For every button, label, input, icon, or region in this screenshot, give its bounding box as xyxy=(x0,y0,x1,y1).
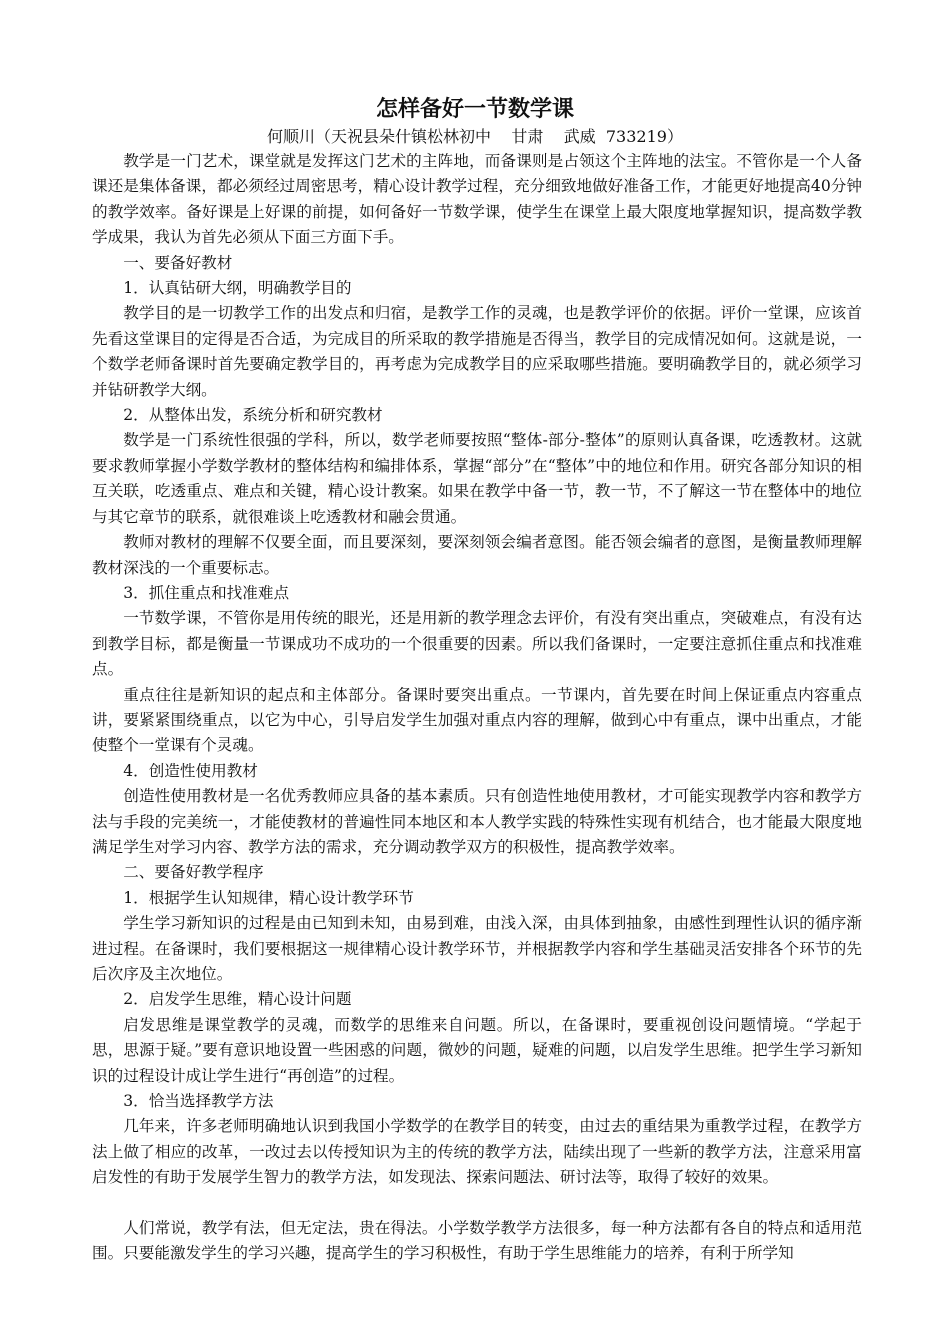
subheading-1-4: 4．创造性使用教材 xyxy=(123,761,258,780)
paragraph: 教师对教材的理解不仅要全面，而且要深刻，要深刻领会编者意图。能否领会编者的意图，是衡量教师理解教材深浅的一个重要标志。 xyxy=(92,533,862,577)
subheading-2-2: 2．启发学生思维，精心设计问题 xyxy=(123,990,352,1009)
subheading-1-3: 3．抓住重点和找准难点 xyxy=(123,583,290,602)
paragraph: 启发思维是课堂教学的灵魂，而数学的思维来自问题。所以，在备课时，要重视创设问题情境。“学起于思，思源于疑。”要有意识地设置一些困惑的问题，微妙的问题，疑难的问题，以启发学生思维。把学生学习新知识的过程设计成让学生进行“再创造”的过程。 xyxy=(92,1015,862,1085)
subheading-1-2: 2．从整体出发，系统分析和研究教材 xyxy=(123,406,383,425)
author-line: 何顺川（天祝县朵什镇松林初中 甘肃 武威 733219） xyxy=(267,127,683,146)
paragraph: 几年来，许多老师明确地认识到我国小学数学的在教学目的转变，由过去的重结果为重教学过程，在教学方法上做了相应的改革，一改过去以传授知识为主的传统的教学方法，陆续出现了一些新的教学方法，注意采用富启发性的有助于发展学生智力的教学方法，如发现法、探索问题法、研讨法等，取得了较好的效果。 xyxy=(92,1117,862,1187)
paragraph: 教学目的是一切教学工作的出发点和归宿，是教学工作的灵魂，也是教学评价的依据。评价一堂课，应该首先看这堂课目的定得是否合适，为完成目的所采取的教学措施是否得当，教学目的完成情况如何。这就是说，一个数学老师备课时首先要确定教学目的，再考虑为完成教学目的应采取哪些措施。要明确教学目的，就必须学习并钻研教学大纲。 xyxy=(92,304,862,399)
paragraph: 创造性使用教材是一名优秀教师应具备的基本素质。只有创造性地使用教材，才可能实现教学内容和教学方法与手段的完美统一，才能使教材的普遍性同本地区和本人教学实践的特殊性实现有机结合，也才能最大限度地满足学生对学习内容、教学方法的需求，充分调动教学双方的积极性，提高教学效率。 xyxy=(92,787,862,856)
subheading-1-1: 1．认真钻研大纲，明确教学目的 xyxy=(123,279,352,298)
document-body xyxy=(92,149,862,1267)
section-heading-1: 一、要备好教材 xyxy=(123,253,233,272)
paragraph: 学生学习新知识的过程是由已知到未知，由易到难，由浅入深，由具体到抽象，由感性到理性认识的循序渐进过程。在备课时，我们要根据这一规律精心设计教学环节，并根据教学内容和学生基础灵活安排各个环节的先后次序及主次地位。 xyxy=(92,914,862,983)
paragraph: 数学是一门系统性很强的学科，所以，数学老师要按照“整体-部分-整体”的原则认真备课，吃透教材。这就要求教师掌握小学数学教材的整体结构和编排体系，掌握“部分”在“整体”中的地位和作用。研究各部分知识的相互关联，吃透重点、难点和关键，精心设计教案。如果在教学中备一节，教一节，不了解这一节在整体中的地位与其它章节的联系，就很难谈上吃透教材和融会贯通。 xyxy=(92,431,862,526)
subheading-2-3: 3．恰当选择教学方法 xyxy=(123,1092,274,1111)
paragraph: 一节数学课，不管你是用传统的眼光，还是用新的教学理念去评价，有没有突出重点，突破难点，有没有达到教学目标，都是衡量一节课成功不成功的一个很重要的因素。所以我们备课时，一定要注意抓住重点和找准难点。 xyxy=(92,609,862,679)
paragraph-intro: 教学是一门艺术，课堂就是发挥这门艺术的主阵地，而备课则是占领这个主阵地的法宝。不管你是一个人备课还是集体备课，都必须经过周密思考，精心设计教学过程，充分细致地做好准备工作，才能更好地提高40分钟的教学效率。备好课是上好课的前提，如何备好一节数学课，使学生在课堂上最大限度地掌握知识，提高数学教学成果，我认为首先必须从下面三方面下手。 xyxy=(92,152,862,247)
paragraph: 人们常说，教学有法，但无定法，贵在得法。小学数学教学方法很多，每一种方法都有各自的特点和适用范围。只要能激发学生的学习兴趣，提高学生的学习积极性，有助于学生思维能力的培养，有利于所学知 xyxy=(92,1219,862,1263)
paragraph: 重点往往是新知识的起点和主体部分。备课时要突出重点。一节课内，首先要在时间上保证重点内容重点讲，要紧紧围绕重点，以它为中心，引导启发学生加强对重点内容的理解，做到心中有重点，课中出重点，才能使整个一堂课有个灵魂。 xyxy=(92,685,862,755)
document-title: 怎样备好一节数学课 xyxy=(375,97,574,122)
section-heading-2: 二、要备好教学程序 xyxy=(123,863,264,882)
subheading-2-1: 1．根据学生认知规律，精心设计教学环节 xyxy=(123,888,414,907)
